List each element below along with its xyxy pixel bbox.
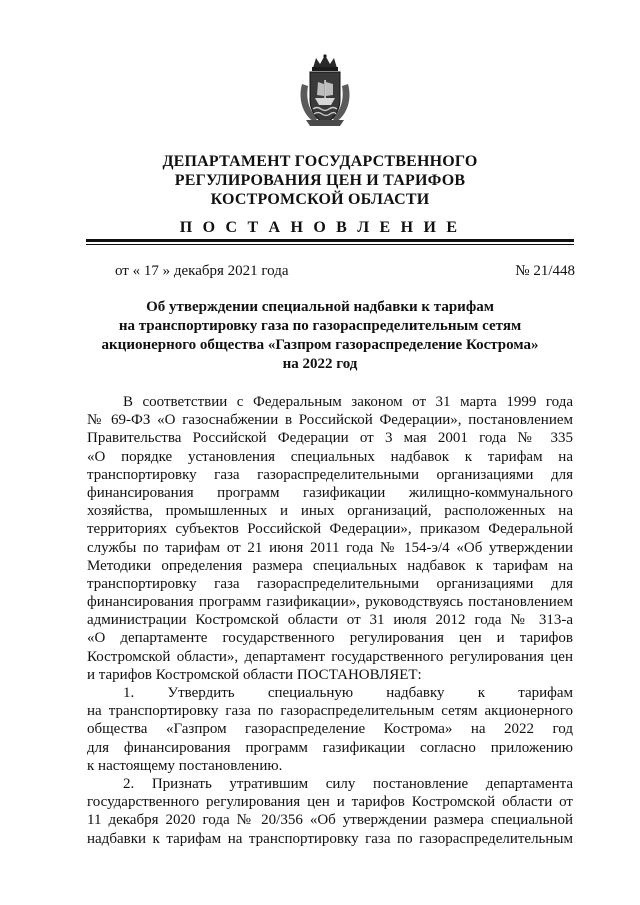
document-title <box>0 298 640 374</box>
body-line: 2. Признать утратившим силу постановление департамента <box>123 775 573 792</box>
title-line: на транспортировку газа по газораспределительным сетям <box>118 318 522 334</box>
department-line: ДЕПАРТАМЕНТ ГОСУДАРСТВЕННОГО <box>162 153 478 170</box>
body-line: и тарифов Костромской области ПОСТАНОВЛЯЕТ: <box>87 666 422 683</box>
body-line: 1. Утвердить специальную надбавку к тарифам <box>123 685 573 701</box>
body-line: к настоящему постановлению. <box>87 757 283 774</box>
body-line: для финансирования программ газификации согласно приложению <box>87 739 573 756</box>
department-name <box>0 152 640 209</box>
body-line: общества «Газпром газораспределение Кострома» на 2022 год <box>87 721 573 738</box>
title-line: Об утверждении специальной надбавки к тарифам <box>146 299 494 315</box>
body-line: государственного регулирования цен и тарифов Костромской области от <box>87 794 573 811</box>
body-line: транспортировку газа газораспределительными организациями для <box>87 466 573 483</box>
document-number: № 21/448 <box>515 263 575 279</box>
body-line: финансирования программ газификации жилищно-коммунального <box>87 484 573 501</box>
body-line: № 69-ФЗ «О газоснабжении в Российской Федерации», постановлением <box>87 412 573 429</box>
body-line: хозяйства, промышленных и иных организаций, расположенных на <box>87 503 573 520</box>
body-line: В соответствии с Федеральным законом от 31 марта 1999 года <box>123 394 573 410</box>
body-line: «О департаменте государственного регулирования цен и тарифов <box>87 630 573 647</box>
date-number-line <box>115 262 575 280</box>
body-line: 11 декабря 2020 года № 20/356 «Об утверждении размера специальной <box>87 812 573 829</box>
body-line: службы по тарифам от 21 июня 2011 года № 154-э/4 «Об утверждении <box>87 539 573 556</box>
document-body <box>87 393 573 848</box>
body-line: на транспортировку газа по газораспределительным сетям акционерного <box>87 703 573 720</box>
header-rule-thin <box>86 244 574 245</box>
body-line: территориях субъектов Российской Федерации», приказом Федеральной <box>87 521 573 538</box>
header-rule-thick <box>86 239 574 242</box>
body-line: Костромской области», департамент государственного регулирования цен <box>87 648 573 665</box>
department-line: РЕГУЛИРОВАНИЯ ЦЕН И ТАРИФОВ <box>174 172 466 189</box>
document-date: от « 17 » декабря 2021 года <box>115 263 289 279</box>
body-line: Правительства Российской Федерации от 3 мая 2001 года № 335 <box>87 430 573 447</box>
coat-of-arms-emblem <box>296 54 354 128</box>
document-type: П О С Т А Н О В Л Е Н И Е <box>179 219 461 236</box>
body-line: финансирования программ газификации», руководствуясь постановлением <box>87 594 573 611</box>
body-line: «О порядке установления специальных надбавок к тарифам на <box>87 448 573 465</box>
body-line: Методики определения размера специальных надбавок к тарифам на <box>87 557 573 574</box>
body-line: администрации Костромской области от 31 июля 2012 года № 313-а <box>87 612 573 629</box>
department-line: КОСТРОМСКОЙ ОБЛАСТИ <box>210 191 430 208</box>
body-line: надбавки к тарифам на транспортировку газа по газораспределительным <box>87 830 573 847</box>
title-line: акционерного общества «Газпром газораспределение Кострома» <box>101 337 539 353</box>
body-line: транспортировку газа газораспределительными организациями для <box>87 575 573 592</box>
title-line: на 2022 год <box>282 356 358 372</box>
